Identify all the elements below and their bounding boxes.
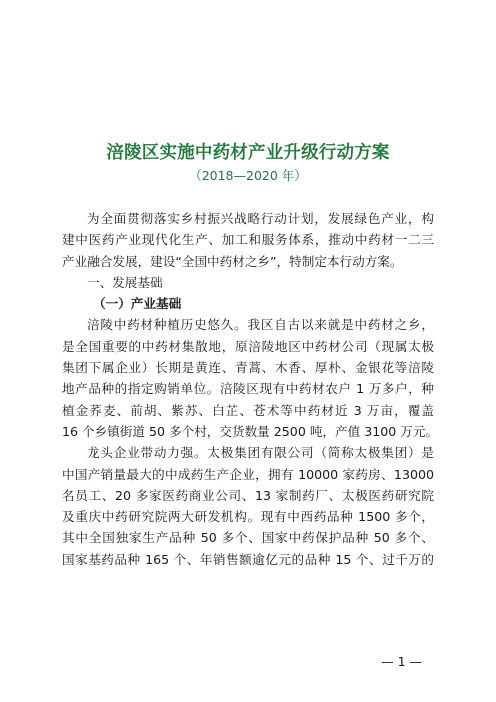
intro-line-2: 建中医药产业现代化生产、加工和服务体系，推动中药材一二三 <box>62 232 434 248</box>
enterprise-line-1: 龙头企业带动力强。太极集团有限公司（简称太极集团）是 <box>87 445 434 461</box>
enterprise-line-4: 及重庆中药研究院两大研发机构。现有中西药品种 1500 多个， <box>62 509 434 525</box>
enterprise-line-3: 名员工、20 多家医药商业公司、13 家制药厂、太极医药研究院 <box>62 487 434 503</box>
document-title: 涪陵区实施中药材产业升级行动方案 <box>106 143 390 163</box>
history-line-2: 是全国重要的中药材集散地，原涪陵地区中药材公司（现属太极 <box>62 338 434 354</box>
enterprise-line-2: 中国产销量最大的中成药生产企业，拥有 10000 家药房、13000 <box>62 466 434 482</box>
history-line-3: 集团下属企业）长期是黄连、青蒿、木香、厚朴、金银花等涪陵 <box>62 360 434 376</box>
history-line-6: 16 个乡镇街道 50 多个村，交货数量 2500 吨，产值 3100 万元。 <box>62 423 439 439</box>
page-number: — 1 — <box>381 654 422 669</box>
intro-line-1: 为全面贯彻落实乡村振兴战略行动计划，发展绿色产业，构 <box>87 211 434 226</box>
enterprise-line-6: 国家基药品种 165 个、年销售额逾亿元的品种 15 个、过千万的 <box>62 551 434 567</box>
document-body <box>62 208 439 570</box>
document-subtitle: （2018—2020 年） <box>189 168 307 183</box>
section-heading: 一、发展基础 <box>87 274 163 290</box>
intro-line-3: 产业融合发展，建设“全国中药材之乡”，特制定本行动方案。 <box>62 253 403 269</box>
history-line-4: 地产品种的指定购销单位。涪陵区现有中药材农户 1 万多户，种 <box>62 381 434 397</box>
enterprise-line-5: 其中全国独家生产品种 50 多个、国家中药保护品种 50 多个、 <box>62 530 434 546</box>
subsection-heading: （一）产业基础 <box>93 296 182 312</box>
history-line-5: 植金荞麦、前胡、紫苏、白芷、苍术等中药材近 3 万亩，覆盖 <box>62 402 434 418</box>
history-line-1: 涪陵中药材种植历史悠久。我区自古以来就是中药材之乡， <box>87 317 434 333</box>
